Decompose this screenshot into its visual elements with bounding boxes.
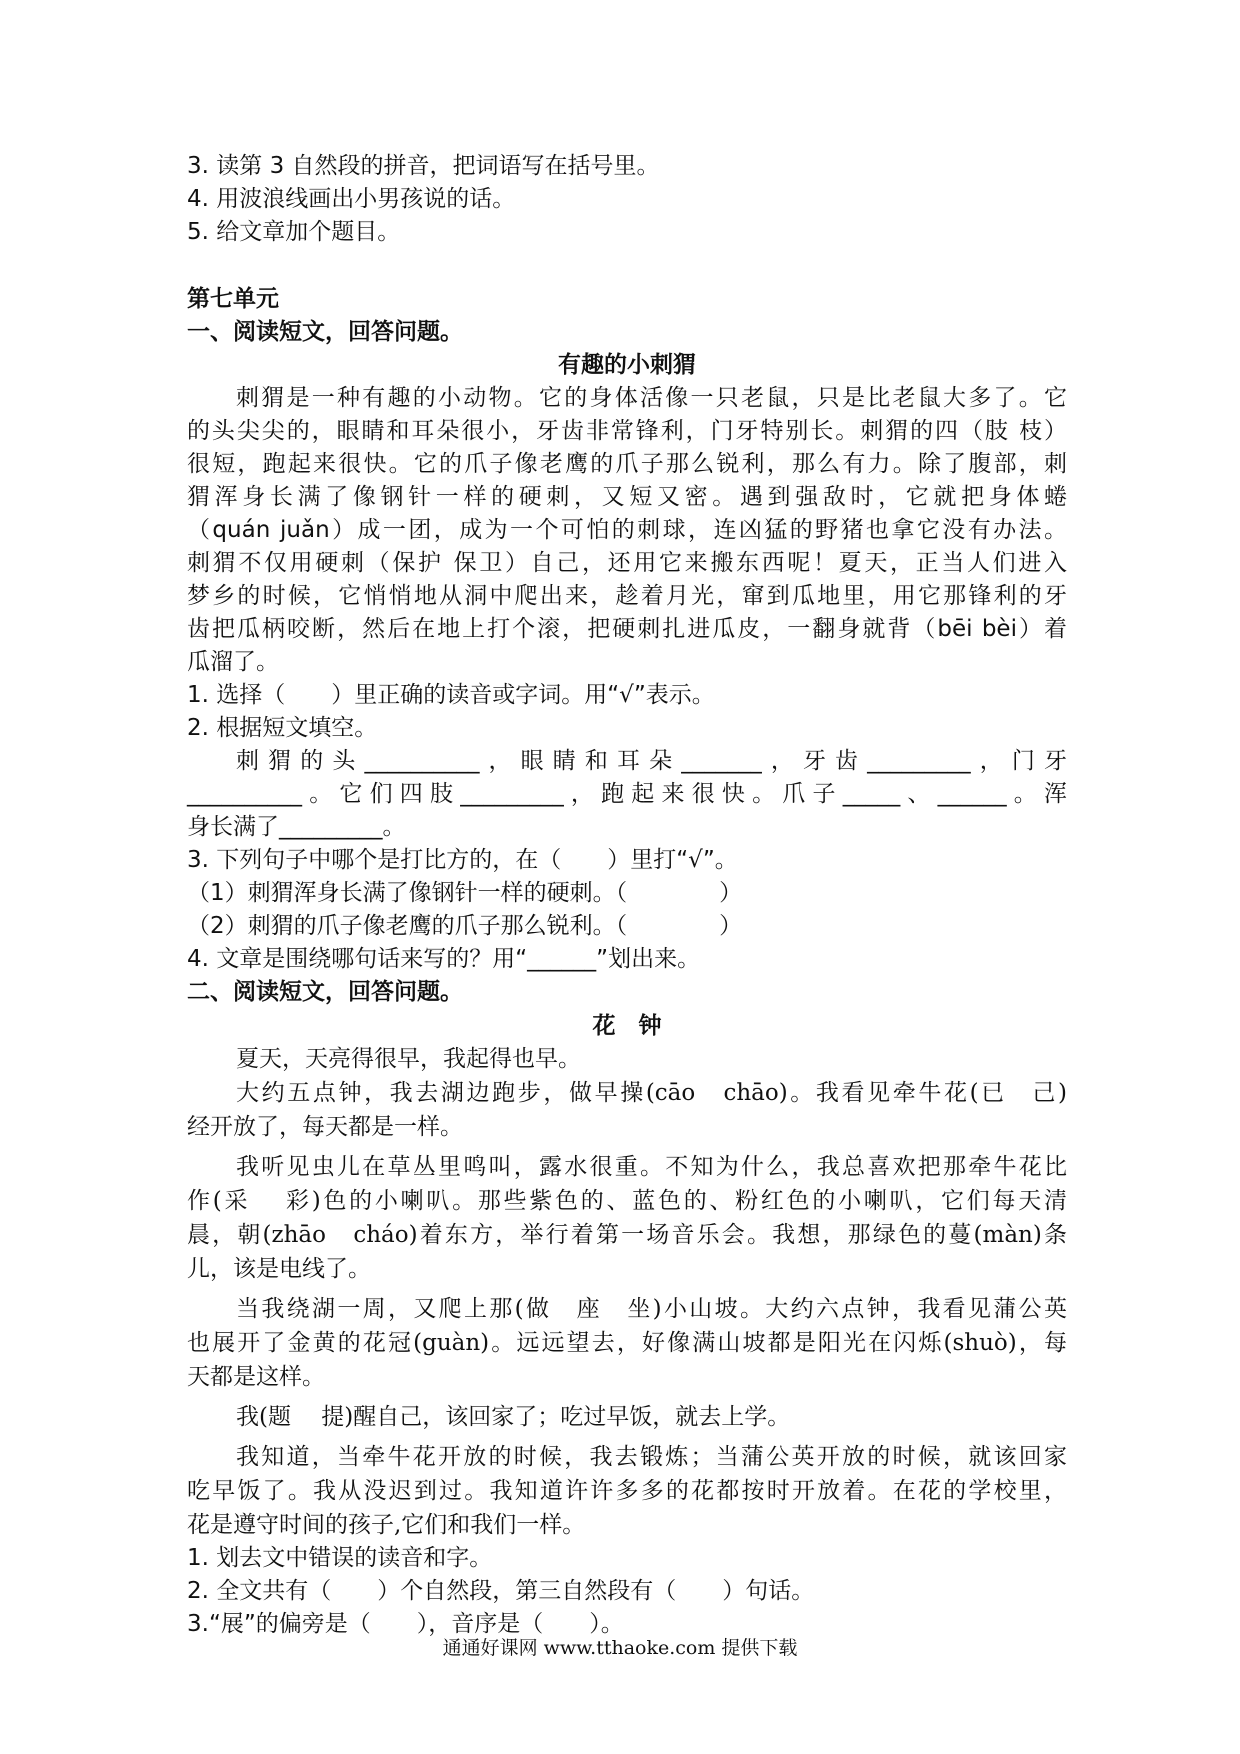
part2-line: 我听见虫儿在草丛里鸣叫，露水很重。不知为什么，我总喜欢把那牵牛花比: [236, 1154, 1067, 1180]
part2-question: 2. 全文共有（ ）个自然段，第三自然段有（ ）句话。: [187, 1578, 815, 1604]
part2-line: 吃早饭了。我从没迟到过。我知道许许多多的花都按时开放着。在花的学校里，: [187, 1478, 1067, 1504]
fill-blank-line: 刺猬的头__________，眼睛和耳朵_______，牙齿_________，门牙: [236, 748, 1067, 774]
part2-line: 也展开了金黄的花冠(guàn)。远远望去，好像满山坡都是阳光在闪烁(shuò)，每: [187, 1330, 1067, 1356]
part1-title: 有趣的小刺猬: [558, 352, 696, 378]
part2-line: 我知道，当牵牛花开放的时候，我去锻炼；当蒲公英开放的时候，就该回家: [236, 1444, 1067, 1470]
part1-line: 梦乡的时候，它悄悄地从洞中爬出来，趁着月光，窜到瓜地里，用它那锋利的牙: [187, 583, 1067, 609]
part1-line: 的头尖尖的，眼睛和耳朵很小，牙齿非常锋利，门牙特别长。刺猬的四（肢 枝）: [187, 418, 1067, 444]
fill-blank-line: 身长满了_________。: [187, 814, 406, 840]
part1-line: 刺猬不仅用硬刺（保护 保卫）自己，还用它来搬东西呢！夏天，正当人们进入: [187, 550, 1067, 576]
part2-line: 儿，该是电线了。: [187, 1256, 371, 1282]
part2-line: 花是遵守时间的孩子,它们和我们一样。: [187, 1512, 586, 1538]
part2-question: 1. 划去文中错误的读音和字。: [187, 1545, 493, 1571]
part2-line: 经开放了，每天都是一样。: [187, 1114, 463, 1140]
part1-line: 刺猬是一种有趣的小动物。它的身体活像一只老鼠，只是比老鼠大多了。它: [236, 385, 1067, 411]
prev-question: 4. 用波浪线画出小男孩说的话。: [187, 186, 516, 212]
document-page: [187, 150, 1067, 1641]
part1-line: 瓜溜了。: [187, 649, 279, 675]
part1-question: 2. 根据短文填空。: [187, 715, 378, 741]
part1-line: 齿把瓜柄咬断，然后在地上打个滚，把硬刺扎进瓜皮，一翻身就背（bēi bèi）着: [187, 616, 1067, 642]
part1-question: 3. 下列句子中哪个是打比方的，在（ ）里打“√”。: [187, 847, 738, 873]
part2-line: 大约五点钟，我去湖边跑步，做早操(cāo chāo)。我看见牵牛花(已 己): [236, 1080, 1067, 1106]
part2-question: 3.“展”的偏旁是（ ），音序是（ ）。: [187, 1611, 624, 1637]
part1-heading: 一、阅读短文，回答问题。: [187, 319, 463, 345]
part2-line: 天都是这样。: [187, 1364, 325, 1390]
part1-question: 4. 文章是围绕哪句话来写的？用“______”划出来。: [187, 946, 701, 972]
part2-line: 作(采 彩)色的小喇叭。那些紫色的、蓝色的、粉红色的小喇叭，它们每天清: [187, 1188, 1067, 1214]
part1-question: （2）刺猬的爪子像老鹰的爪子那么锐利。（ ）: [187, 913, 743, 939]
part2-title: 花 钟: [592, 1012, 662, 1039]
part2-line: 当我绕湖一周，又爬上那(做 座 坐)小山坡。大约六点钟，我看见蒲公英: [236, 1296, 1067, 1322]
prev-question: 3. 读第 3 自然段的拼音，把词语写在括号里。: [187, 153, 660, 179]
part1-question: （1）刺猬浑身长满了像钢针一样的硬刺。（ ）: [187, 880, 743, 906]
part1-line: （quán juǎn）成一团，成为一个可怕的刺球，连凶猛的野猪也拿它没有办法。: [187, 517, 1067, 543]
part2-line: 晨，朝(zhāo cháo)着东方，举行着第一场音乐会。我想，那绿色的蔓(màn)条: [187, 1222, 1067, 1248]
part2-line: 我(题 提)醒自己，该回家了；吃过早饭，就去上学。: [236, 1404, 791, 1430]
prev-question: 5. 给文章加个题目。: [187, 219, 401, 245]
unit-title: 第七单元: [187, 286, 279, 312]
part1-line: 很短，跑起来很快。它的爪子像老鹰的爪子那么锐利，那么有力。除了腹部，刺: [187, 451, 1067, 477]
part1-line: 猬浑身长满了像钢针一样的硬刺，又短又密。遇到强敌时，它就把身体蜷: [187, 484, 1067, 510]
page-footer: 通通好课网 www.tthaoke.com 提供下载: [442, 1637, 798, 1659]
part2-heading: 二、阅读短文，回答问题。: [187, 979, 463, 1005]
fill-blank-line: __________。它们四肢_________，跑起来很快。爪子_____、______。浑: [187, 781, 1067, 807]
part1-question: 1. 选择（ ）里正确的读音或字词。用“√”表示。: [187, 682, 715, 708]
part2-line: 夏天，天亮得很早，我起得也早。: [236, 1046, 581, 1072]
